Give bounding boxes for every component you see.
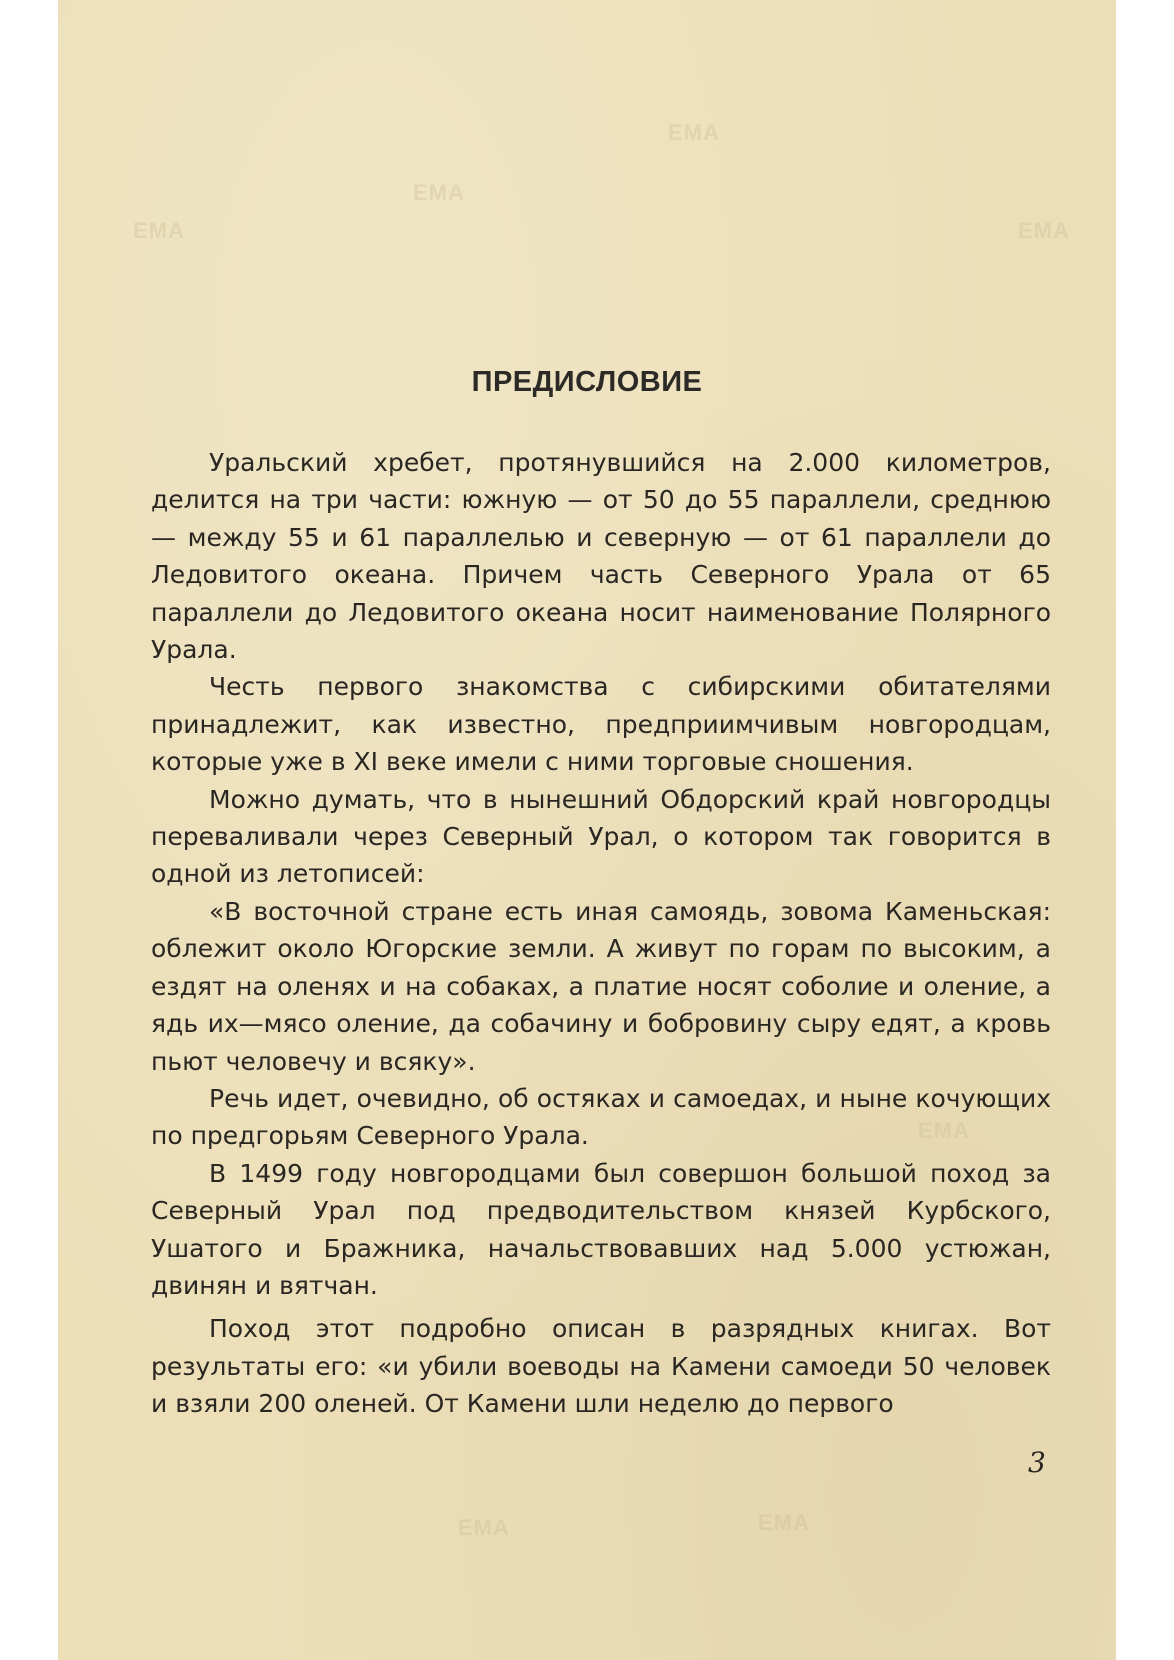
page-title: ПРЕДИСЛОВИЕ bbox=[471, 366, 703, 398]
page-number: 3 bbox=[1028, 1446, 1046, 1479]
paragraph: Речь идет, очевидно, об остяках и самоедах, и ныне кочующих по предгорьям Северного Урала. bbox=[151, 1083, 1051, 1151]
paragraph: Можно думать, что в нынешний Обдорский край новгородцы переваливали через Северный Урал, о котором так говорится в одной из летописей: bbox=[151, 784, 1051, 889]
watermark: EMA bbox=[668, 120, 720, 145]
watermark: EMA bbox=[413, 180, 465, 205]
quotation-paragraph: «В восточной стране есть иная самоядь, зовома Каменьская: облежит около Югорские земли. А живут по горам по высоким, а ездят на оленях и на собаках, а платие носят соболие и оление, а ядь их—мясо оление, да собачину и бобровину сыру едят, а кровь пьют человечу и всяку». bbox=[151, 896, 1051, 1076]
body-text bbox=[151, 444, 1051, 1423]
watermark: EMA bbox=[918, 1118, 970, 1143]
paragraph: В 1499 году новгородцами был совершон большой поход за Северный Урал под предводительством князей Курбского, Ушатого и Бражника, начальствовавших над 5.000 устюжан, двинян и вятчан. bbox=[151, 1158, 1051, 1300]
watermark: EMA bbox=[758, 1510, 810, 1535]
paragraph: Уральский хребет, протянувшийся на 2.000 километров, делится на три части: южную — от 50 до 55 параллели, среднюю — между 55 и 61 параллелью и северную — от 61 параллели до Ледовитого океана. Причем часть Северного Урала от 65 параллели до Ледовитого океана носит наименование Полярного Урала. bbox=[151, 448, 1051, 665]
watermark: EMA bbox=[458, 1515, 510, 1540]
book-page bbox=[58, 0, 1116, 1660]
paragraph: Честь первого знакомства с сибирскими обитателями принадлежит, как известно, предприимчивым новгородцам, которые уже в XI веке имели с ними торговые сношения. bbox=[151, 672, 1051, 777]
paragraph: Поход этот подробно описан в разрядных книгах. Вот результаты его: «и убили воеводы на Камени самоеди 50 человек и взяли 200 оленей. От Камени шли неделю до первого bbox=[151, 1314, 1051, 1419]
watermark: EMA bbox=[133, 218, 185, 243]
watermark: EMA bbox=[1018, 218, 1070, 243]
